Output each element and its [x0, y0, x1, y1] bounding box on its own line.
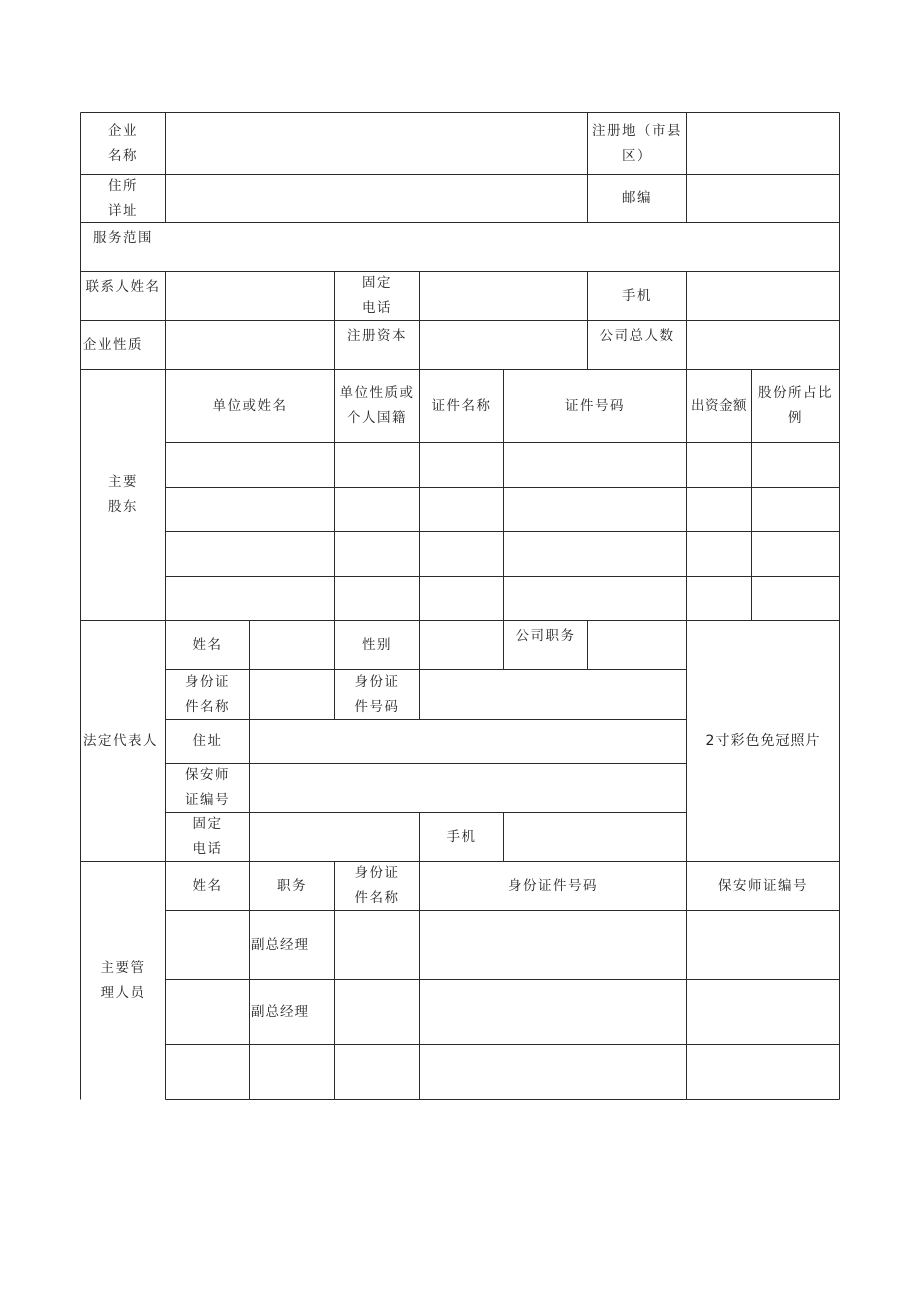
- sh-header-nature: 单位性质或 个人国籍: [339, 385, 415, 426]
- lr-landline-label: 固定 电话: [192, 816, 223, 857]
- lr-guard-cert-label: 保安师 证编号: [185, 767, 230, 808]
- company-mobile-label: 手机: [622, 287, 652, 304]
- mg-row-2-position: 副总经理: [251, 1003, 309, 1020]
- company-name-label: 企业 名称: [108, 122, 138, 164]
- lr-name-field[interactable]: [250, 621, 334, 669]
- address-label: 住所 详址: [108, 177, 138, 219]
- sh-header-amount: 出资金额: [691, 397, 747, 414]
- postcode-label: 邮编: [622, 190, 652, 206]
- reg-place-label: 注册地（市县 区）: [592, 122, 682, 164]
- lr-gender-field[interactable]: [420, 621, 503, 669]
- reg-capital-field[interactable]: [420, 321, 587, 369]
- lr-mobile-field[interactable]: [504, 813, 686, 861]
- lr-id-number-field[interactable]: [420, 670, 686, 719]
- address-field[interactable]: [166, 175, 587, 222]
- reg-capital-label: 注册资本: [347, 328, 407, 344]
- reg-place-field[interactable]: [687, 113, 839, 174]
- legal-rep-section-label: 法定代表人: [83, 732, 158, 749]
- lr-address-label: 住址: [192, 733, 223, 749]
- lr-mobile-label: 手机: [446, 828, 477, 845]
- contact-name-label: 联系人姓名: [85, 279, 161, 295]
- mg-row-3-position: [250, 1045, 334, 1099]
- company-mobile-field[interactable]: [687, 272, 839, 320]
- lr-id-name-field[interactable]: [250, 670, 334, 719]
- headcount-field[interactable]: [687, 321, 839, 369]
- lr-gender-label: 性别: [362, 636, 392, 653]
- photo-placeholder[interactable]: 2寸彩色免冠照片: [705, 732, 821, 749]
- headcount-label: 公司总人数: [599, 328, 675, 344]
- mg-header-guard-cert: 保安师证编号: [718, 877, 808, 894]
- lr-name-label: 姓名: [192, 636, 223, 653]
- managers-section-label: 主要管 理人员: [100, 959, 146, 1001]
- company-name-field[interactable]: [166, 113, 587, 174]
- lr-position-label: 公司职务: [515, 628, 576, 644]
- mg-header-position: 职务: [277, 877, 307, 894]
- mg-header-id-number: 身份证件号码: [508, 877, 598, 894]
- lr-id-name-label: 身份证 件名称: [185, 673, 230, 715]
- sh-header-id-name: 证件名称: [431, 397, 492, 414]
- lr-address-field[interactable]: [250, 720, 686, 763]
- company-landline-field[interactable]: [420, 272, 587, 320]
- sh-header-share: 股份所占比 例: [758, 385, 833, 426]
- postcode-field[interactable]: [687, 175, 839, 222]
- mg-row-1-position: 副总经理: [251, 936, 309, 953]
- service-scope-label: 服务范围: [93, 230, 153, 246]
- shareholders-section-label: 主要 股东: [108, 474, 138, 515]
- sh-header-name: 单位或姓名: [212, 397, 288, 414]
- company-landline-label: 固定 电话: [362, 275, 392, 316]
- service-scope-field[interactable]: [166, 223, 839, 271]
- company-nature-field[interactable]: [166, 321, 334, 369]
- company-nature-label: 企业性质: [83, 336, 143, 353]
- mg-header-name: 姓名: [192, 877, 223, 894]
- lr-guard-cert-field[interactable]: [250, 764, 686, 812]
- contact-name-field[interactable]: [166, 272, 334, 320]
- lr-landline-field[interactable]: [250, 813, 419, 861]
- lr-position-field[interactable]: [588, 621, 686, 669]
- sh-header-id-number: 证件号码: [565, 397, 625, 414]
- mg-header-id-name: 身份证 件名称: [354, 865, 400, 906]
- lr-id-number-label: 身份证 件号码: [354, 673, 400, 715]
